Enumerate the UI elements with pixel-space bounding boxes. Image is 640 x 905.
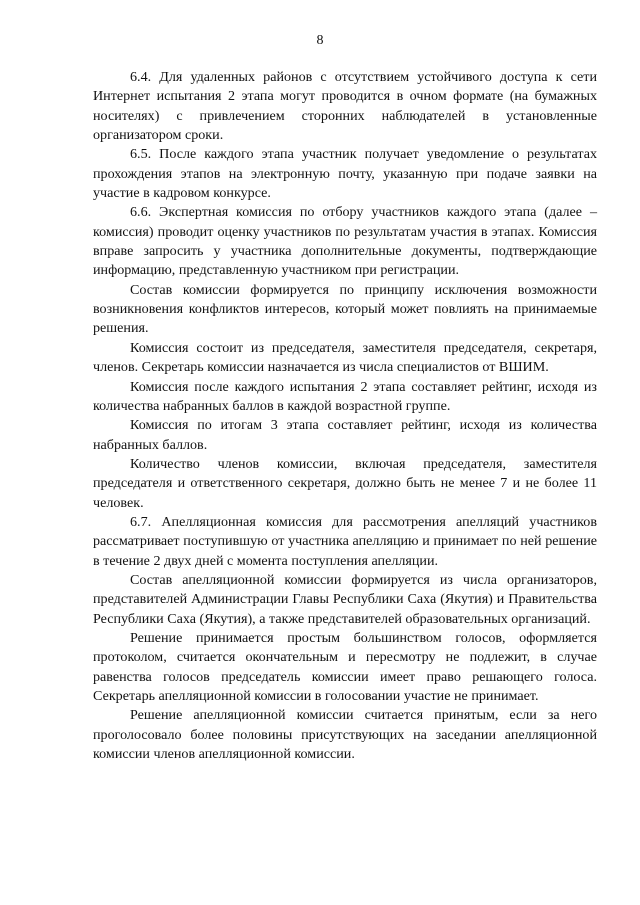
paragraph-commission-members: Комиссия состоит из председателя, заместителя председателя, секретаря, членов. Секретарь комиссии назначается из числа специалистов от ВШИМ. bbox=[93, 339, 597, 376]
paragraph-stage-2-rating: Комиссия после каждого испытания 2 этапа составляет рейтинг, исходя из количества набранных баллов в каждой возрастной группе. bbox=[93, 378, 597, 414]
paragraph-6-7: 6.7. Апелляционная комиссия для рассмотрения апелляций участников рассматривает поступившую от участника апелляцию и принимает по ней решение в течение 2 двух дней с момента поступления апелляции. bbox=[93, 513, 597, 569]
paragraph-decision-adopted: Решение апелляционной комиссии считается принятым, если за него проголосовало более половины присутствующих на заседании апелляционной комиссии членов апелляционной комиссии. bbox=[93, 707, 597, 763]
paragraph-6-6: 6.6. Экспертная комиссия по отбору участников каждого этапа (далее – комиссия) проводит оценку участников по результатам участия в этапах. Комиссия вправе запросить у участника дополнительные документы, подтверждающие информацию, представленную участником при регистрации. bbox=[93, 204, 597, 279]
paragraph-decision-voting: Решение принимается простым большинством голосов, оформляется протоколом, считается окончательным и пересмотру не подлежит, в случае равенства голосов председатель комиссии имеет право решающего голоса. Секретарь апелляционной комиссии в голосовании участие не принимает. bbox=[93, 629, 597, 704]
paragraph-6-4: 6.4. Для удаленных районов с отсутствием устойчивого доступа к сети Интернет испытания 2 этапа могут проводится в очном формате (на бумажных носителях) с привлечением сторонних наблюдателей в установленные организатором сроки. bbox=[93, 69, 597, 144]
paragraph-appeal-composition: Состав апелляционной комиссии формируется из числа организаторов, представителей Администрации Главы Республики Саха (Якутия) и Правительства Республики Саха (Якутия), а также представителей образовательных организаций. bbox=[93, 571, 597, 627]
paragraph-commission-composition: Состав комиссии формируется по принципу исключения возможности возникновения конфликтов интересов, который может повлиять на принимаемые решения. bbox=[93, 281, 597, 337]
paragraph-commission-size: Количество членов комиссии, включая председателя, заместителя председателя и ответственного секретаря, должно быть не менее 7 и не более 11 человек. bbox=[93, 455, 597, 511]
page-number: 8 bbox=[316, 33, 324, 48]
paragraph-6-5: 6.5. После каждого этапа участник получает уведомление о результатах прохождения этапов на электронную почту, указанную при подаче заявки на участие в кадровом конкурсе. bbox=[93, 146, 597, 202]
paragraph-stage-3-rating: Комиссия по итогам 3 этапа составляет рейтинг, исходя из количества набранных баллов. bbox=[93, 417, 597, 453]
document-body bbox=[93, 68, 597, 764]
